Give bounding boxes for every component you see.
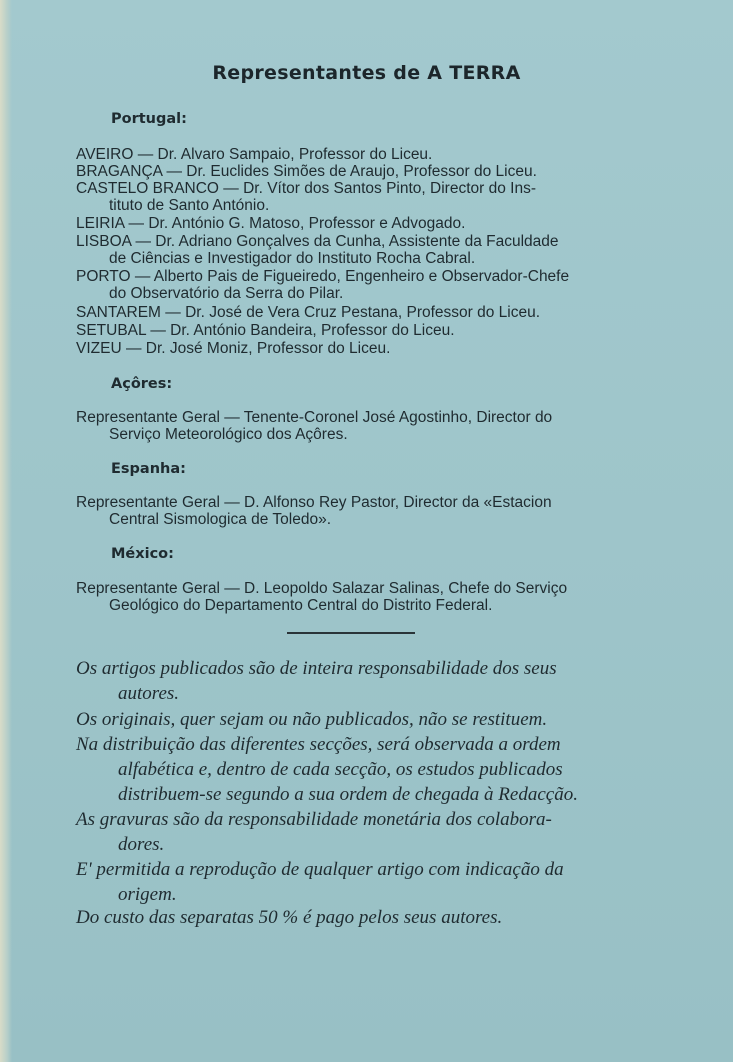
note-reproduction xyxy=(76,857,636,907)
entry-line: AVEIRO — Dr. Alvaro Sampaio, Professor do Liceu. xyxy=(76,146,433,163)
entry-line: Representante Geral — D. Alfonso Rey Pastor, Director da «Estacion xyxy=(76,494,552,511)
note-line: Os originais, quer sejam ou não publicados, não se restituem. xyxy=(76,709,548,730)
section-heading-mexico: México: xyxy=(111,546,174,562)
entry-line: PORTO — Alberto Pais de Figueiredo, Engenheiro e Observador-Chefe xyxy=(76,268,570,285)
entry-line: SANTAREM — Dr. José de Vera Cruz Pestana, Professor do Liceu. xyxy=(76,304,541,321)
entry-castelo-branco xyxy=(76,180,636,214)
note-engravings xyxy=(76,807,636,857)
note-offprints xyxy=(76,905,636,930)
divider xyxy=(287,632,415,634)
note-continuation: alfabética e, dentro de cada secção, os estudos publicados xyxy=(118,759,563,780)
note-continuation: autores. xyxy=(118,683,180,704)
entry-continuation: Serviço Meteorológico dos Açôres. xyxy=(109,426,348,443)
note-distribution xyxy=(76,732,636,807)
entry-line: BRAGANÇA — Dr. Euclides Simões de Araujo, Professor do Liceu. xyxy=(76,163,537,180)
entry-continuation: Geológico do Departamento Central do Distrito Federal. xyxy=(109,597,493,614)
page-binding-edge xyxy=(0,0,12,1062)
section-heading-acores: Açôres: xyxy=(111,376,173,392)
page-title: Representantes de A TERRA xyxy=(212,62,521,84)
entry-line: LEIRIA — Dr. António G. Matoso, Professor e Advogado. xyxy=(76,215,466,232)
entry-line: Representante Geral — Tenente-Coronel José Agostinho, Director do xyxy=(76,409,553,426)
note-line: Na distribuição das diferentes secções, será observada a ordem xyxy=(76,734,561,755)
entry-continuation: tituto de Santo António. xyxy=(109,197,270,214)
entry-line: VIZEU — Dr. José Moniz, Professor do Liceu. xyxy=(76,340,391,357)
entry-continuation: de Ciências e Investigador do Instituto Rocha Cabral. xyxy=(109,250,476,267)
entry-santarem xyxy=(76,304,636,321)
entry-mexico xyxy=(76,580,636,614)
note-originals xyxy=(76,707,636,732)
note-line: Do custo das separatas 50 % é pago pelos seus autores. xyxy=(76,907,503,928)
note-line: E' permitida a reprodução de qualquer artigo com indicação da xyxy=(76,859,564,880)
entry-vizeu xyxy=(76,340,636,357)
entry-line: SETUBAL — Dr. António Bandeira, Professor do Liceu. xyxy=(76,322,455,339)
note-line: Os artigos publicados são de inteira responsabilidade dos seus xyxy=(76,658,557,679)
entry-porto xyxy=(76,268,636,302)
entry-line: CASTELO BRANCO — Dr. Vítor dos Santos Pinto, Director do Ins- xyxy=(76,180,536,197)
note-continuation: distribuem-se segundo a sua ordem de chegada à Redacção. xyxy=(118,784,578,805)
entry-continuation: do Observatório da Serra do Pilar. xyxy=(109,285,344,302)
note-responsibility xyxy=(76,656,636,706)
section-heading-portugal: Portugal: xyxy=(111,111,187,127)
note-continuation: dores. xyxy=(118,834,165,855)
entry-lisboa xyxy=(76,233,636,267)
note-continuation: origem. xyxy=(118,884,177,905)
entry-acores xyxy=(76,409,636,443)
section-heading-espanha: Espanha: xyxy=(111,461,186,477)
entry-line: Representante Geral — D. Leopoldo Salazar Salinas, Chefe do Serviço xyxy=(76,580,568,597)
entry-continuation: Central Sismologica de Toledo». xyxy=(109,511,332,528)
entry-leiria xyxy=(76,215,636,232)
entry-line: LISBOA — Dr. Adriano Gonçalves da Cunha, Assistente da Faculdade xyxy=(76,233,559,250)
note-line: As gravuras são da responsabilidade monetária dos colabora- xyxy=(76,809,552,830)
entry-braganca xyxy=(76,163,636,180)
entry-setubal xyxy=(76,322,636,339)
entry-espanha xyxy=(76,494,636,528)
entry-aveiro xyxy=(76,146,636,163)
